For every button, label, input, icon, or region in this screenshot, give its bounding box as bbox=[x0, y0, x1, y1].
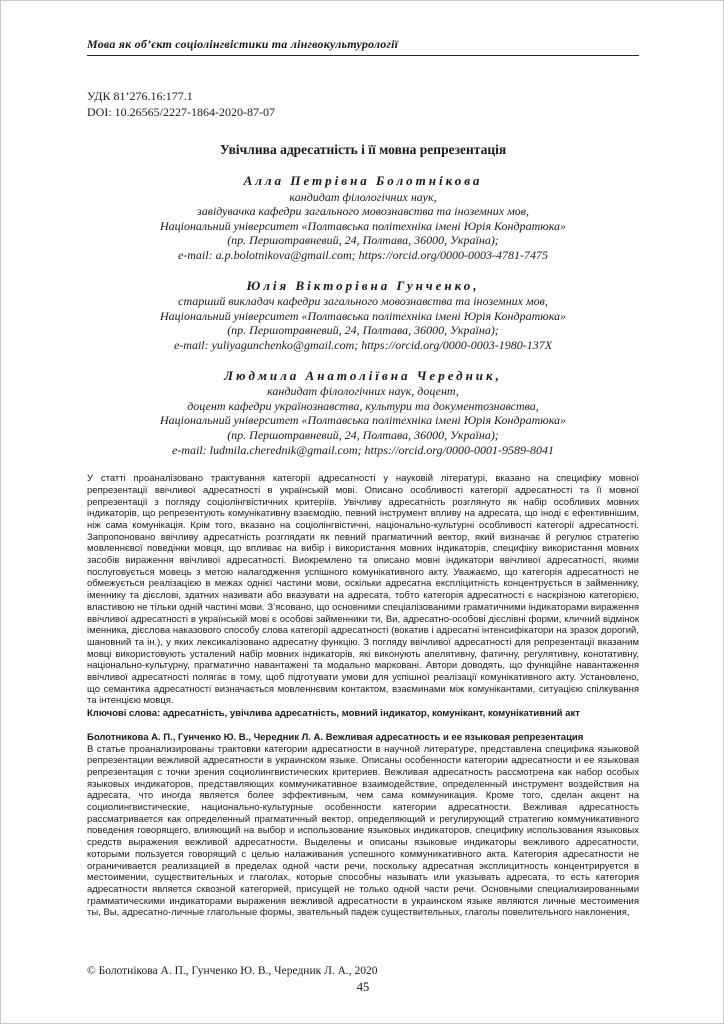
doi-line: DOI: 10.26565/2227-1864-2020-87-07 bbox=[87, 105, 275, 119]
author-affiliation: Національний університет «Полтавська політехніка імені Юрія Кондратюка» bbox=[159, 218, 567, 233]
author-block-3 bbox=[87, 369, 639, 458]
author-block-1 bbox=[87, 174, 639, 263]
page-footer bbox=[87, 965, 639, 995]
author-email-orcid: e-mail: ludmila.cherednik@gmail.com; https://orcid.org/0000-0001-9589-8041 bbox=[172, 442, 554, 457]
abstract-ukrainian-text: У статті проаналізовано трактування категорії адресатності у науковій літературі, вказано на специфіку мовної репрезентації ввічливої адресатності в українській мові. Описано особливості категорії адресатності та її мовної репрезентації з погляду соціолінгвістичних критеріїв. Увічливу адресатність розглянуто як набір особливих мовних індикаторів, що репрезентують комунікативну взаємодію, певний інструмент впливу на адресата, що іноді є ефективнішим, ніж сама комунікація. Крім того, вказано на соціолінгвістичні, національно-культурні особливості категорії адресатності. Запропоновано ввічливу адресатність розглядати як певний прагматичний вектор, який визначає й регулює стратегію мовленнєвої поведінки мовця, що впливає на вибір і використання мовних індикаторів, специфіку використання мовних засобів вираження ввічливої адресатності. Виокремлено та описано мовні індикатори ввічливої адресатності, якими послуговується мовець з метою налагодження успішного комунікативного акту. Уважаємо, що категорія адресатності не обмежується реалізацією в межах однієї частини мови, оскільки адресатна експліцитність концентрується в займеннику, іменнику та дієслові, здатних називати або вказувати на адресата, тобто категорія адресатності є наскрізною категорією, властивою не тільки одній частині мови. З’ясовано, що основними спеціалізованими граматичними індикаторами вираження ввічливої адресатності в українській мові є особові займенники ти, Ви, адресатно-особові дієслівні форми, кличний відмінок іменника, дієслова наказового способу слова категорії адресатності (вокатив і адресатні інтенсифікатори на зразок дорогий, шановний та ін.), у яких лексикалізовано адресатну функцію. З погляду ввічливої адресатності для репрезентації вказаним мовці використовують усталений набір мовних індикаторів, які виконують апелятивну, фатичну, регулятивну, конотативну, національно-культурну, прагматично навантажені та модально марковані. Автори доводять, що функційне навантаження ввічливої адресатності полягає в тому, щоб підготувати умови для успішної реалізації комунікативного акту. Установлено, що семантика адресатності визначається мовленнєвим контактом, взаєминами між комунікантами, ситуацією спілкування та інтенцією мовця. bbox=[87, 473, 639, 707]
keywords-line: Ключові слова: адресатність, увічлива адресатність, мовний індикатор, комунікант, комунікативний акт bbox=[87, 708, 580, 720]
author-address: (пр. Першотравневий, 24, Полтава, 36000, Україна); bbox=[227, 233, 499, 248]
udk-line: УДК 81’276.16:177.1 bbox=[87, 89, 193, 103]
abstract-russian bbox=[87, 732, 639, 919]
abstract-russian-heading: Болотникова А. П., Гунченко Ю. В., Чередник Л. А. Вежливая адресатность и ее языковая репрезентация bbox=[87, 731, 584, 743]
page-content bbox=[87, 37, 639, 919]
author-address: (пр. Першотравневий, 24, Полтава, 36000, Україна); bbox=[227, 427, 499, 442]
author-position: старший викладач кафедри загального мовознавства та іноземних мов, bbox=[178, 294, 548, 309]
author-degree: кандидат філологічних наук, bbox=[289, 189, 437, 204]
author-degree: кандидат філологічних наук, доцент, bbox=[267, 384, 459, 399]
abstract-russian-text: В статье проанализированы трактовки категории адресатности в научной литературе, представлена специфика языковой репрезентации вежливой адресатности в украинском языке. Описаны особенности категории адресатности и ее языковая репрезентация с точки зрения социолингвистических критериев. Вежливая адресатность рассмотрена как набор особых языковых индикаторов, представляющих коммуникативное взаимодействие, определенный инструмент воздействия на адресата, что иногда является более эффективным, чем сама коммуникация. Кроме того, сделан акцент на социолингвистические, национально-культурные особенности категории адресатности. Вежливая адресатность рассматривается как определенный прагматичный вектор, определяющий и регулирующий стратегию коммуникативного поведения говорящего, влияющий на выбор и использование языковых индикаторов, специфику использования языковых средств выражения вежливой адресатности. Выделены и описаны языковые индикаторы вежливого адресатности, которыми пользуется говорящий с целью налаживания успешного коммуникативного акта. Категория адресатности не ограничивается реализацией в пределах одной части речи, поскольку адресатная эксплицитность концентрируется в местоимении, существительных и глаголах, которые способны называть или указывать адресата, то есть категория адресатности является сквозной категорией, присущей не только одной части речи. Основными специализированными грамматическими индикаторами выражения вежливой адресатности в украинском языке являются личные местоимения ты, Вы, адресатно-личные глагольные формы, звательный падеж существительных, глаголы повелительного наклонения, bbox=[87, 743, 639, 919]
page-number: 45 bbox=[356, 980, 370, 994]
article-title: Увічлива адресатність і її мовна репрезентація bbox=[219, 142, 507, 157]
author-email-orcid: e-mail: yuliyagunchenko@gmail.com; https://orcid.org/0000-0003-1980-137X bbox=[173, 337, 553, 352]
author-email-orcid: e-mail: a.p.bolotnikova@gmail.com; https://orcid.org/0000-0003-4781-7475 bbox=[177, 247, 549, 262]
abstract-ukrainian bbox=[87, 473, 639, 720]
author-position: доцент кафедри українознавства, культури та документознавства, bbox=[187, 398, 539, 413]
author-position: завідувачка кафедри загального мовознавства та іноземних мов, bbox=[197, 204, 529, 219]
author-affiliation: Національний університет «Полтавська політехніка імені Юрія Кондратюка» bbox=[159, 308, 567, 323]
author-affiliation: Національний університет «Полтавська політехніка імені Юрія Кондратюка» bbox=[159, 413, 567, 428]
running-head: Мова як об’єкт соціолінгвістики та лінгвокультурології bbox=[87, 37, 639, 56]
author-name: Алла Петрівна Болотнікова bbox=[243, 173, 483, 188]
copyright-line: © Болотнікова А. П., Гунченко Ю. В., Чередник Л. А., 2020 bbox=[87, 965, 378, 977]
author-block-2 bbox=[87, 279, 639, 353]
author-name: Людмила Анатоліївна Чередник, bbox=[224, 367, 502, 383]
author-name: Юлія Вікторівна Гунченко, bbox=[246, 277, 480, 293]
author-address: (пр. Першотравневий, 24, Полтава, 36000, Україна); bbox=[227, 323, 499, 338]
udk-doi-block bbox=[87, 88, 639, 120]
